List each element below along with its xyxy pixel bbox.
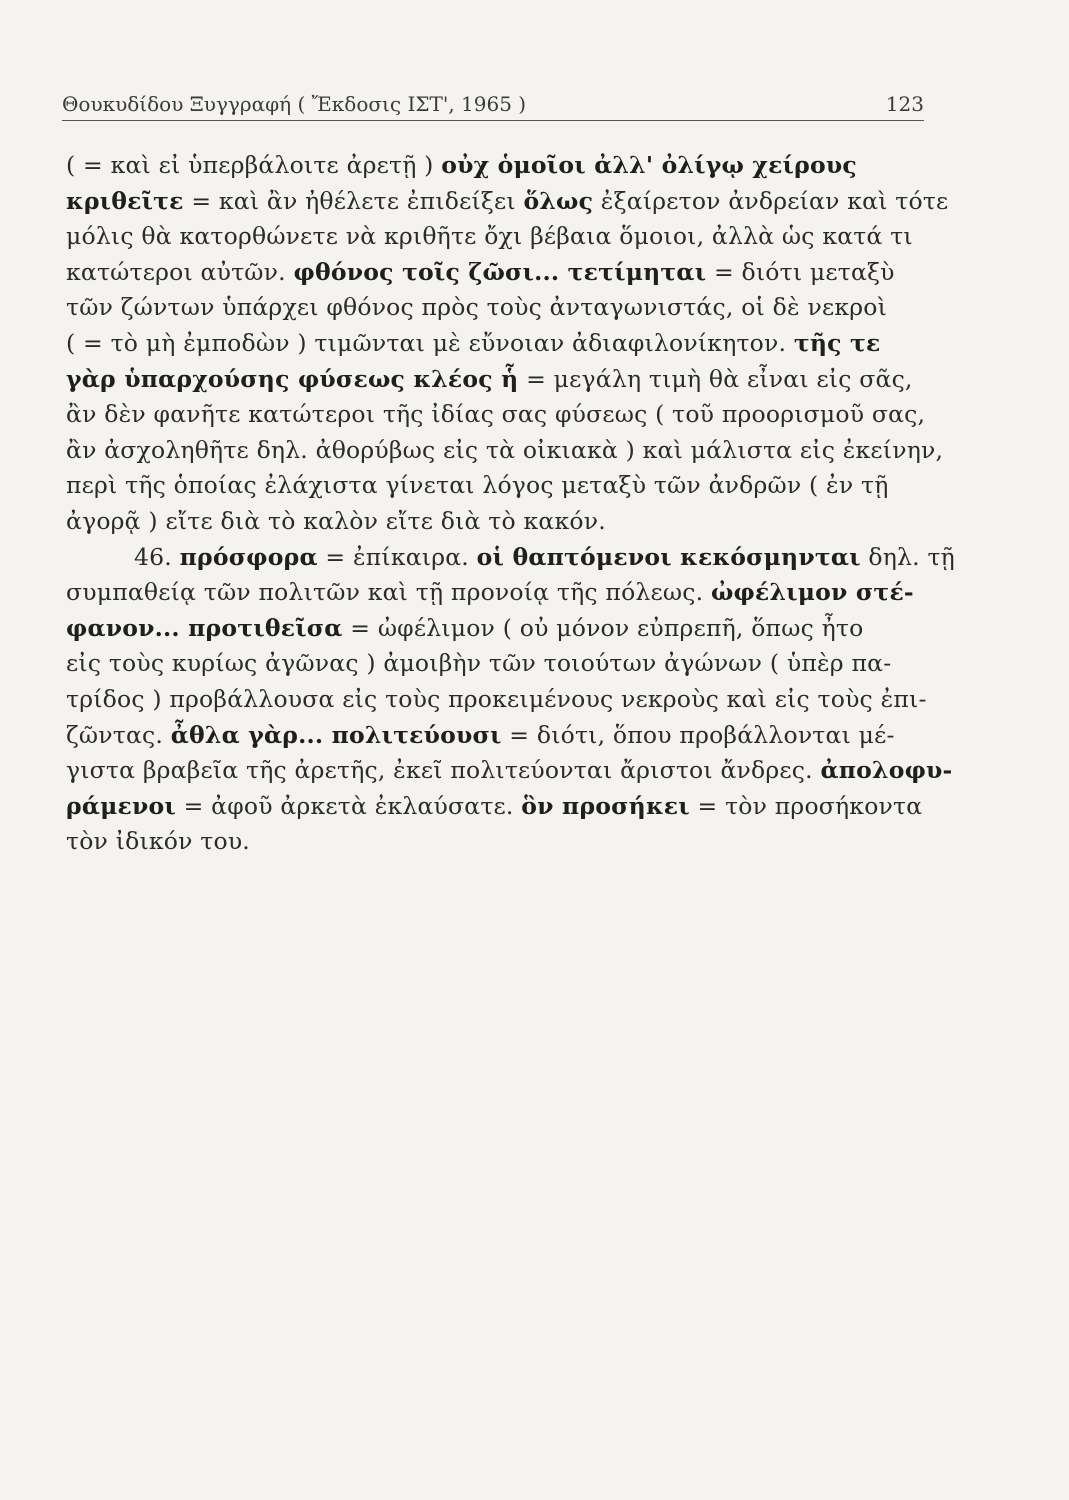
lemma-text: ὃν προσήκει (521, 791, 690, 820)
text-line (66, 184, 949, 220)
text-line (66, 468, 928, 504)
text-line (66, 646, 928, 682)
lemma-text: φθόνος τοῖς ζῶσι... τετίμηται (293, 257, 707, 286)
gloss-text: = ἐπίκαιρα. (317, 542, 477, 571)
gloss-text: = διότι μεταξὺ (706, 257, 895, 286)
gloss-text: δηλ. τῇ (860, 542, 955, 571)
gloss-text: μόλις θὰ κατορθώνετε νὰ κριθῆτε ὄχι βέβαια ὅμοιοι, ἀλλὰ ὡς κατά τι (66, 222, 913, 251)
text-line (66, 789, 928, 825)
lemma-text: πρόσφορα (179, 542, 318, 571)
gloss-text: περὶ τῆς ὁποίας ἐλάχιστα γίνεται λόγος μεταξὺ τῶν ἀνδρῶν ( ἐν τῇ (66, 471, 889, 500)
gloss-text: ( = καὶ εἰ ὑπερβάλοιτε ἀρετῇ ) (66, 151, 442, 179)
header-rule (62, 120, 924, 121)
gloss-text: = ὠφέλιμον ( οὐ μόνον εὐπρεπῆ, ὅπως ἦτο (342, 613, 864, 642)
lemma-text: κριθεῖτε (66, 186, 184, 215)
gloss-text: τῶν ζώντων ὑπάρχει φθόνος πρὸς τοὺς ἀνταγωνιστάς, οἱ δὲ νεκροὶ (66, 293, 887, 322)
gloss-text: = καὶ ἂν ἠθέλετε ἐπιδείξει (183, 186, 524, 215)
text-line (66, 682, 928, 718)
gloss-text: τρίδος ) προβάλλουσα εἰς τοὺς προκειμένους νεκροὺς καὶ εἰς τοὺς ἐπι- (66, 684, 927, 713)
lemma-text: ὠφέλιμον στέ- (710, 578, 914, 607)
text-line (66, 753, 953, 789)
gloss-text: = μεγάλη τιμὴ θὰ εἶναι εἰς σᾶς, (518, 364, 913, 393)
gloss-text: εἰς τοὺς κυρίως ἀγῶνας ) ἀμοιβὴν τῶν τοιούτων ἀγώνων ( ὑπὲρ πα- (66, 649, 892, 678)
lemma-text: οἱ θαπτόμενοι κεκόσμηνται (476, 542, 861, 571)
gloss-text: ἐξαίρετον ἀνδρείαν καὶ τότε (593, 186, 949, 215)
text-line (66, 824, 928, 860)
gloss-text: τὸν ἰδικόν του. (66, 827, 250, 856)
text-line (66, 326, 928, 362)
running-title: Θουκυδίδου Ξυγγραφή ( Ἔκδοσις ΙΣΤ', 1965 ) (62, 92, 527, 116)
text-line (66, 540, 955, 576)
text-line (66, 397, 928, 433)
lemma-text: ἀπολοφυ- (820, 756, 953, 785)
text-line (66, 148, 928, 184)
lemma-text: ράμενοι (66, 791, 176, 820)
text-line (66, 219, 928, 255)
text-line (66, 504, 928, 540)
lemma-text: ἆθλα γὰρ... πολιτεύουσι (170, 720, 502, 749)
lemma-text: τῆς τε (793, 328, 881, 357)
gloss-text: 46. (134, 542, 180, 571)
gloss-text: γιστα βραβεῖα τῆς ἀρετῆς, ἐκεῖ πολιτεύονται ἄριστοι ἄνδρες. (66, 756, 821, 785)
running-header (62, 80, 924, 116)
gloss-text: ἂν ἀσχοληθῆτε δηλ. ἀθορύβως εἰς τὰ οἰκιακὰ ) καὶ μάλιστα εἰς ἐκείνην, (66, 435, 944, 464)
text-line (66, 718, 928, 754)
text-line (66, 255, 928, 291)
gloss-text: = διότι, ὅπου προβάλλονται μέ- (501, 720, 895, 749)
text-line (66, 433, 944, 469)
lemma-text: οὐχ ὁμοῖοι ἀλλ' ὀλίγῳ χείρους (441, 151, 857, 179)
text-line (66, 575, 928, 611)
gloss-text: ( = τὸ μὴ ἐμποδὼν ) τιμῶνται μὲ εὔνοιαν ἀδιαφιλονίκητον. (66, 328, 794, 357)
gloss-text: = τὸν προσήκοντα (689, 791, 923, 820)
page-number: 123 (885, 92, 924, 116)
commentary-text (66, 148, 955, 860)
lemma-text: φανον... προτιθεῖσα (66, 613, 343, 642)
text-line (66, 611, 928, 647)
lemma-text: ὅλως (523, 186, 594, 215)
gloss-text: = ἀφοῦ ἀρκετὰ ἐκλαύσατε. (175, 791, 522, 820)
text-line (66, 290, 928, 326)
gloss-text: συμπαθείᾳ τῶν πολιτῶν καὶ τῇ προνοίᾳ τῆς πόλεως. (66, 578, 711, 607)
gloss-text: ἀγορᾷ ) εἴτε διὰ τὸ καλὸν εἴτε διὰ τὸ κακόν. (66, 506, 606, 535)
gloss-text: κατώτεροι αὐτῶν. (66, 257, 294, 286)
text-line (66, 362, 928, 398)
gloss-text: ζῶντας. (66, 720, 171, 749)
lemma-text: γὰρ ὑπαρχούσης φύσεως κλέος ἧ (66, 364, 519, 393)
gloss-text: ἂν δὲν φανῆτε κατώτεροι τῆς ἰδίας σας φύσεως ( τοῦ προορισμοῦ σας, (66, 400, 926, 429)
